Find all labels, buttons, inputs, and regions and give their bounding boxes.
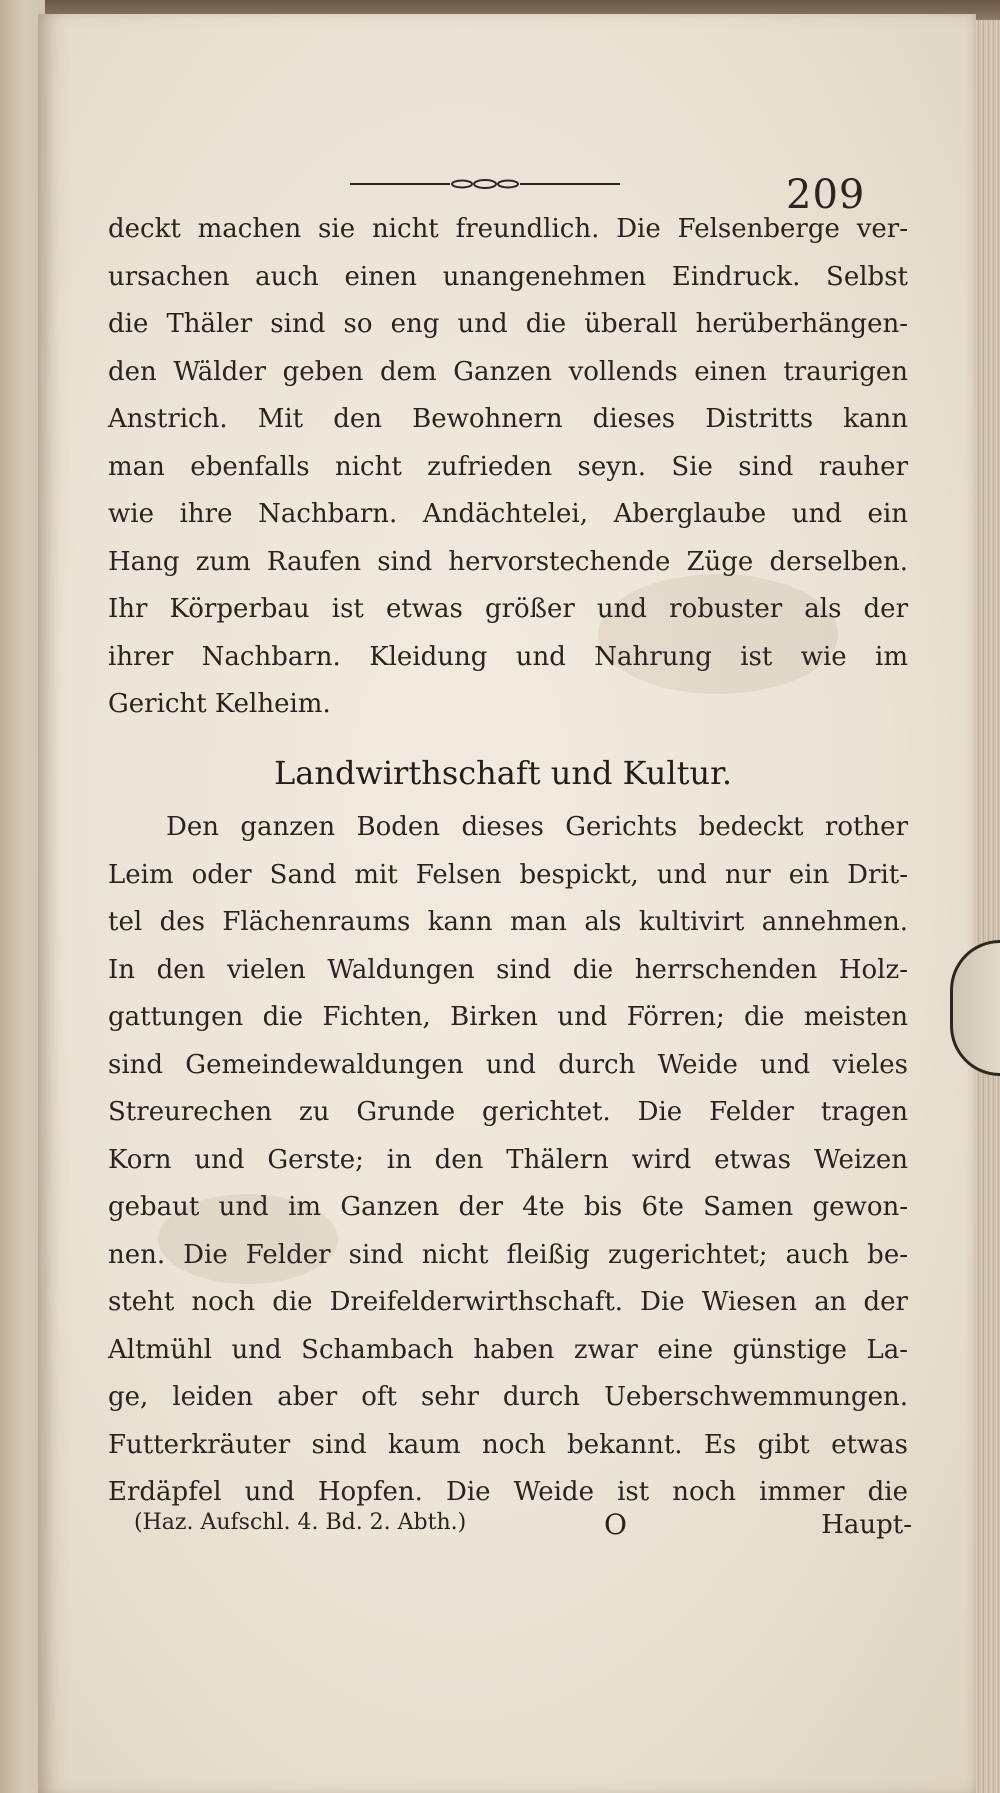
text-line: Leim oder Sand mit Felsen bespickt, und nur ein Drit-	[108, 859, 908, 890]
text-line: Ihr Körperbau ist etwas größer und robuster als der	[108, 594, 908, 624]
text-line: In den vielen Waldungen sind die herrschenden Holz-	[108, 954, 908, 985]
paragraph-agriculture	[108, 804, 908, 1517]
page-number: 209	[786, 172, 866, 218]
text-line: Streurechen zu Grunde gerichtet. Die Felder tragen	[108, 1097, 908, 1127]
text-line: gebaut und im Ganzen der 4te bis 6te Samen gewon-	[108, 1192, 908, 1222]
text-line: tel des Flächenraums kann man als kultivirt annehmen.	[108, 907, 908, 937]
text-line: die Thäler sind so eng und die überall herüberhängen-	[108, 309, 908, 339]
footer-citation: (Haz. Aufschl. 4. Bd. 2. Abth.)	[134, 1510, 467, 1535]
text-line: nen. Die Felder sind nicht fleißig zugerichtet; auch be-	[108, 1239, 908, 1270]
section-heading: Landwirthschaft und Kultur.	[274, 754, 733, 792]
text-line: ihrer Nachbarn. Kleidung und Nahrung ist wie im	[108, 641, 908, 672]
text-line: steht noch die Dreifelderwirthschaft. Die Wiesen an der	[108, 1287, 908, 1317]
text-line: man ebenfalls nicht zufrieden seyn. Sie sind rauher	[108, 451, 908, 482]
book-page	[38, 14, 976, 1793]
decorative-header-rule	[350, 179, 620, 189]
text-line: Den ganzen Boden dieses Gerichts bedeckt rother	[166, 812, 908, 842]
text-line: Anstrich. Mit den Bewohnern dieses Distritts kann	[108, 404, 908, 434]
signature-mark: O	[604, 1508, 627, 1541]
text-line: gattungen die Fichten, Birken und Förren; die meisten	[108, 1002, 908, 1032]
text-line: sind Gemeindewaldungen und durch Weide und vieles	[108, 1049, 908, 1080]
text-line: den Wälder geben dem Ganzen vollends einen traurigen	[108, 356, 908, 387]
text-line: Korn und Gerste; in den Thälern wird etwas Weizen	[108, 1144, 908, 1175]
text-line: wie ihre Nachbarn. Andächtelei, Aberglaube und ein	[108, 499, 908, 529]
text-line: Gericht Kelheim.	[108, 689, 331, 719]
text-line: Futterkräuter sind kaum noch bekannt. Es gibt etwas	[108, 1429, 908, 1460]
text-line: deckt machen sie nicht freundlich. Die Felsenberge ver-	[108, 214, 908, 244]
paragraph-continued	[108, 206, 908, 729]
text-line: ursachen auch einen unangenehmen Eindruck. Selbst	[108, 261, 908, 292]
text-line: Hang zum Raufen sind hervorstechende Züge derselben.	[108, 546, 908, 577]
text-line: Erdäpfel und Hopfen. Die Weide ist noch immer die	[108, 1477, 908, 1507]
text-line: ge, leiden aber oft sehr durch Ueberschwemmungen.	[108, 1382, 908, 1412]
catchword: Haupt-	[821, 1510, 912, 1540]
text-line: Altmühl und Schambach haben zwar eine günstige La-	[108, 1334, 908, 1365]
